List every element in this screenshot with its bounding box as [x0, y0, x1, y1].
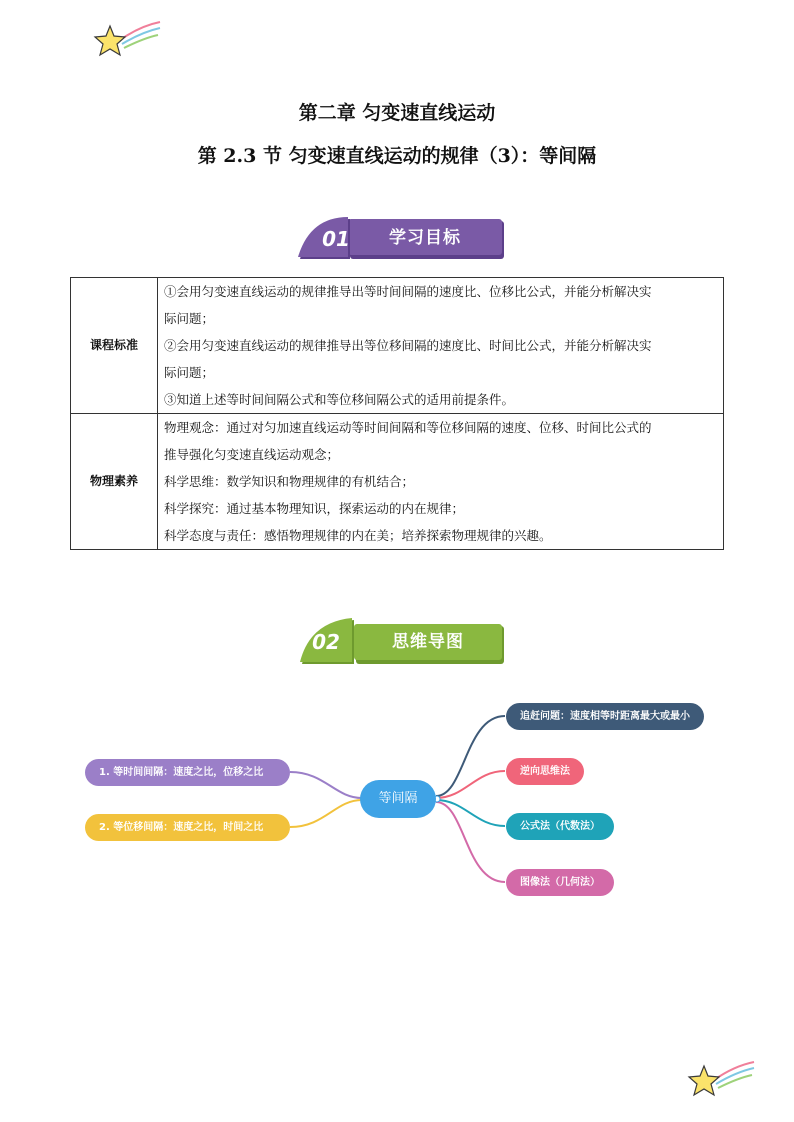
content-line: ③知道上述等时间间隔公式和等位移间隔公式的适用前提条件。	[164, 392, 515, 407]
learning-goals-table	[70, 277, 724, 550]
content-line: 科学探究：通过基本物理知识，探索运动的内在规律；	[164, 501, 465, 516]
content-line: 物理观念：通过对匀加速直线运动等时间间隔和等位移间隔的速度、位移、时间比公式的	[164, 420, 652, 435]
content-line: 科学态度与责任：感悟物理规律的内在美；培养探索物理规律的兴趣。	[164, 528, 552, 543]
content-line: ①会用匀变速直线运动的规律推导出等时间间隔的速度比、位移比公式，并能分析解决实	[164, 284, 652, 299]
section-header-mind-map	[292, 618, 506, 666]
table-row	[71, 278, 724, 414]
chapter-title: 第二章 匀变速直线运动	[298, 102, 496, 124]
section-header-learning-goals	[292, 215, 506, 263]
shooting-star-icon	[686, 1058, 756, 1104]
mind-map-node-formula-method: 公式法（代数法）	[506, 813, 614, 840]
content-line: 推导强化匀变速直线运动观念；	[164, 447, 340, 462]
row-content-course-standard	[158, 278, 724, 414]
mind-map-node-equal-time: 1. 等时间间隔：速度之比，位移之比	[85, 759, 290, 786]
shooting-star-icon	[92, 18, 162, 64]
mind-map-node-reverse-thinking: 逆向思维法	[506, 758, 584, 785]
mind-map	[80, 700, 730, 910]
content-line: ②会用匀变速直线运动的规律推导出等位移间隔的速度比、时间比公式，并能分析解决实	[164, 338, 652, 353]
row-content-physics-literacy	[158, 414, 724, 550]
content-line: 际问题；	[164, 365, 215, 380]
row-label-course-standard: 课程标准	[71, 278, 158, 414]
mind-map-node-equal-displacement: 2. 等位移间隔：速度之比，时间之比	[85, 814, 290, 841]
mind-map-center-node: 等间隔	[360, 780, 436, 818]
section-label: 思维导图	[392, 632, 464, 652]
content-line: 科学思维：数学知识和物理规律的有机结合；	[164, 474, 415, 489]
content-line: 际问题；	[164, 311, 215, 326]
table-row	[71, 414, 724, 550]
mind-map-node-graph-method: 图像法（几何法）	[506, 869, 614, 896]
section-label: 学习目标	[389, 228, 461, 248]
section-number: 02	[312, 630, 340, 654]
mind-map-node-pursuit: 追赶问题：速度相等时距离最大或最小	[506, 703, 704, 730]
section-title: 第 2.3 节 匀变速直线运动的规律（3）：等间隔	[197, 145, 597, 167]
row-label-physics-literacy: 物理素养	[71, 414, 158, 550]
section-number: 01	[322, 227, 350, 251]
